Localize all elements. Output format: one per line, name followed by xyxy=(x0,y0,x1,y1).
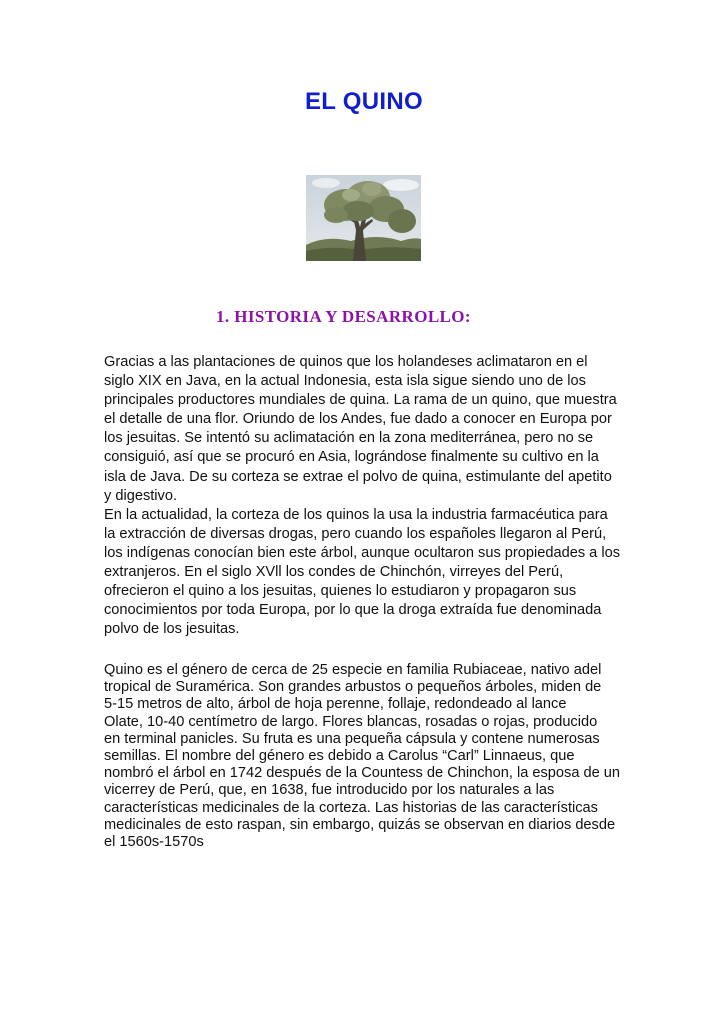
text-line: el detalle de una flor. Oriundo de los Andes, fue dado a conocer en Europa por xyxy=(104,411,612,428)
text-line: conocimientos por toda Europa, por lo que la droga extraída fue denominada xyxy=(104,602,602,619)
text-line: isla de Java. De su corteza se extrae el polvo de quina, estimulante del apetito xyxy=(104,468,612,485)
text-line: siglo XIX en Java, en la actual Indonesia, esta isla sigue siendo uno de los xyxy=(104,373,586,390)
text-line: nombró el árbol en 1742 después de la Countess de Chinchon, la esposa de un xyxy=(104,765,621,782)
page-title: EL QUINO xyxy=(305,88,423,115)
text-line: los indígenas conocían bien este árbol, aunque ocultaron sus propiedades a los xyxy=(104,544,621,561)
text-line: la extracción de diversas drogas, pero cuando los españoles llegaron al Perú, xyxy=(104,525,607,542)
text-line: en terminal panicles. Su fruta es una pequeña cápsula y contene numerosas xyxy=(104,730,600,747)
text-line: Olate, 10-40 centímetro de largo. Flores blancas, rosadas o rojas, producido xyxy=(104,713,598,730)
text-line: y digestivo. xyxy=(104,487,178,504)
text-line: vicerrey de Perú, que, en 1638, fue introducido por los naturales a las xyxy=(104,782,555,799)
text-line: Quino es el género de cerca de 25 especie en familia Rubiaceae, nativo adel xyxy=(104,662,602,678)
text-line: medicinales de esto raspan, sin embargo, quizás se observan en diarios desde xyxy=(104,816,616,833)
text-line: polvo de los jesuitas. xyxy=(104,621,240,638)
text-line: principales productores mundiales de quina. La rama de un quino, que muestra xyxy=(104,392,617,409)
text-line: semillas. El nombre del género es debido a Carolus “Carl” Linnaeus, que xyxy=(104,747,575,764)
description-paragraph xyxy=(104,662,629,851)
text-line: tropical de Suramérica. Son grandes arbustos o pequeños árboles, miden de xyxy=(104,679,602,696)
section-heading: 1. HISTORIA Y DESARROLLO: xyxy=(216,307,471,326)
text-line: extranjeros. En el siglo XVll los condes de Chinchón, virreyes del Perú, xyxy=(104,564,564,581)
text-line: Gracias a las plantaciones de quinos que los holandeses aclimataron en el xyxy=(104,354,588,370)
text-line: consiguió, así que se procuró en Asia, lográndose finalmente su cultivo en la xyxy=(104,449,599,466)
text-line: los jesuitas. Se intentó su aclimatación en la zona mediterránea, pero no se xyxy=(104,430,594,447)
text-line: En la actualidad, la corteza de los quinos la usa la industria farmacéutica para xyxy=(104,506,608,523)
text-line: características medicinales de la corteza. Las historias de las características xyxy=(104,799,598,816)
quino-tree-photo xyxy=(306,175,421,261)
text-line: ofrecieron el quino a los jesuitas, quienes lo estudiaron y propagaron sus xyxy=(104,583,577,600)
text-line: el 1560s-1570s xyxy=(104,833,204,850)
text-line: 5-15 metros de alto, árbol de hoja perenne, follaje, redondeado al lance xyxy=(104,696,567,713)
history-paragraphs xyxy=(104,353,629,639)
